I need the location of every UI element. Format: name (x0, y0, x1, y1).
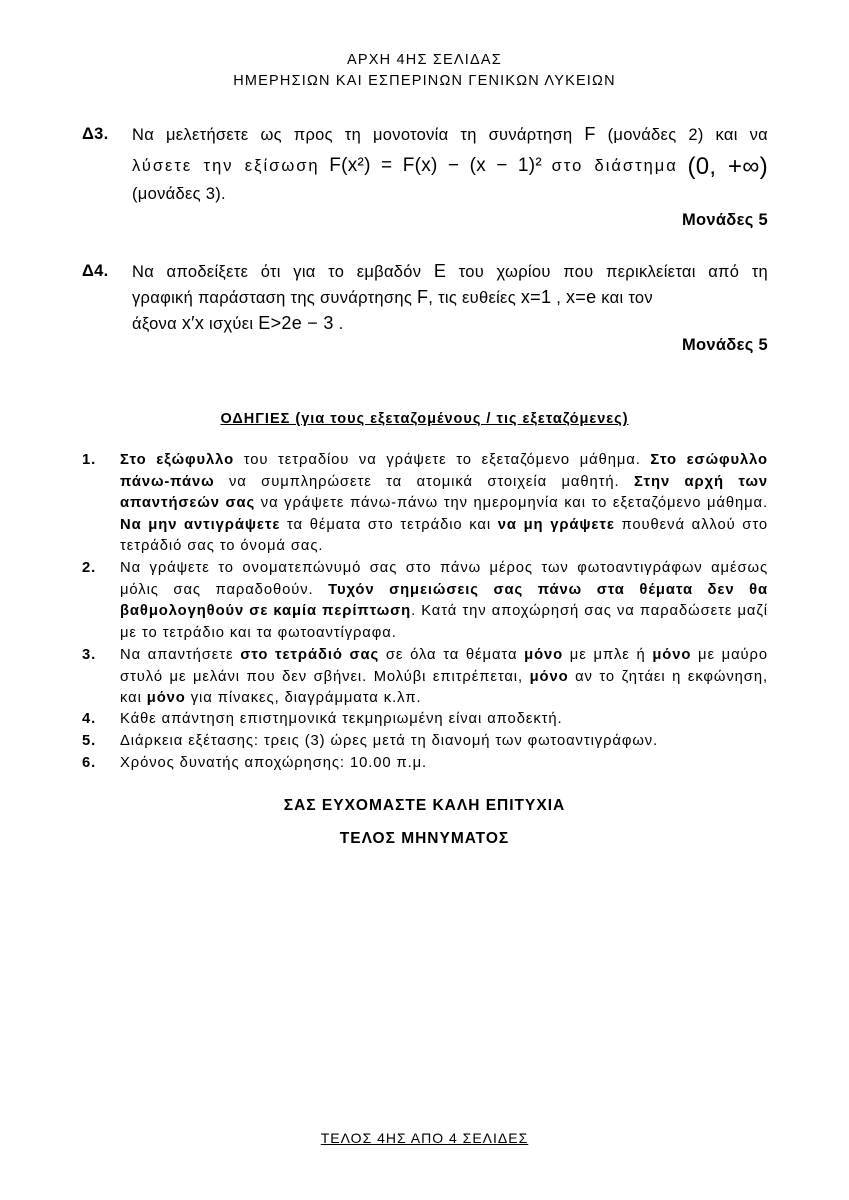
text-segment: Να απαντήσετε (120, 647, 241, 663)
bold-text: μόνο (529, 668, 569, 685)
instruction-number: 6. (82, 755, 97, 771)
math-symbol: x′x (181, 313, 205, 333)
math-expression: x=1 (520, 287, 552, 307)
interval: (0, +∞) (687, 153, 769, 180)
text-segment: γραφική παράσταση της συνάρτησης (132, 289, 413, 307)
page-footer: ΤΕΛΟΣ 4ΗΣ ΑΠΟ 4 ΣΕΛΙΔΕΣ (320, 1130, 529, 1146)
problem-number: Δ3. (82, 125, 109, 143)
text-segment: . Κατά την αποχώρησή σας να παραδώσετε μαζί με το τετράδιο και τα φωτοαντίγραφα. (120, 603, 768, 641)
text-segment: πουθενά αλλού στο τετράδιό σας το όνομά σας. (120, 516, 768, 555)
text-segment: Να μελετήσετε ως προς τη μονοτονία τη συνάρτηση (132, 126, 573, 144)
math-expression: E>2e − 3 (258, 313, 334, 333)
problem-text (132, 122, 768, 207)
closing-wish: ΣΑΣ ΕΥΧΟΜΑΣΤΕ ΚΑΛΗ ΕΠΙΤΥΧΙΑ (283, 797, 566, 814)
text-segment: , τις ευθείες (428, 289, 516, 307)
instruction-number: 5. (82, 733, 97, 749)
text-segment: (μονάδες 2) και να (607, 126, 768, 144)
problem-text (132, 259, 768, 337)
text-segment: να συμπληρώσετε τα ατομικά στοιχεία μαθητή. (214, 473, 634, 490)
instruction-text: Χρόνος δυνατής αποχώρησης: 10.00 π.μ. (120, 755, 428, 771)
instruction-number: 1. (82, 452, 97, 468)
problem-line (132, 150, 768, 182)
bold-text: Στο εξώφυλλο (120, 452, 235, 468)
text-segment: Να γράψετε το ονοματεπώνυμό σας στο πάνω μέρος των φωτοαντιγράφων αμέσως μόλις σας παραδοθούν. (120, 560, 768, 598)
problem-line: άξονα x′x ισχύει E>2e − 3 . (132, 313, 344, 333)
bold-text: Στο εσώφυλλο πάνω-πάνω (120, 452, 768, 490)
bold-text: να μη γράψετε (497, 516, 615, 533)
page-header-line1: ΑΡΧΗ 4ΗΣ ΣΕΛΙΔΑΣ (347, 52, 502, 68)
points-label: Μονάδες 5 (681, 211, 768, 229)
text-segment: αν το ζητάει η εκφώνηση, και (120, 668, 768, 707)
text-segment: σε όλα τα θέματα (379, 647, 525, 663)
problem-d4 (82, 259, 768, 359)
bold-text: μόνο (146, 690, 186, 707)
instruction-number: 2. (82, 560, 97, 576)
end-of-message: ΤΕΛΟΣ ΜΗΝΥΜΑΤΟΣ (339, 830, 510, 847)
text-segment: στο διάστημα (551, 157, 678, 175)
equation: F(x²) = F(x) − (x − 1)² (329, 155, 543, 176)
text-segment: με μπλε ή (563, 647, 653, 663)
instruction-text (120, 645, 768, 710)
text-segment: άξονα (132, 315, 177, 333)
problem-number: Δ4. (82, 262, 109, 280)
text-segment: και τον (601, 289, 653, 307)
bold-text: Να μην αντιγράψετε (120, 516, 281, 533)
text-segment: για πίνακες, διαγράμματα κ.λπ. (185, 690, 422, 707)
instruction-text (120, 450, 768, 558)
bold-text: μόνο (652, 647, 692, 663)
instruction-text: Διάρκεια εξέτασης: τρεις (3) ώρες μετά τη διανομή των φωτοαντιγράφων. (120, 733, 659, 749)
text-segment: Να αποδείξετε ότι για το εμβαδόν (132, 263, 422, 281)
text-segment: λύσετε την εξίσωση (132, 157, 320, 175)
instruction-number: 3. (82, 647, 97, 663)
math-symbol: F (417, 287, 429, 307)
bold-text: Στην αρχή των απαντήσεών σας (120, 473, 768, 512)
instruction-text: Κάθε απάντηση επιστημονικά τεκμηριωμένη είναι αποδεκτή. (120, 711, 563, 727)
page-header-line2: ΗΜΕΡΗΣΙΩΝ ΚΑΙ ΕΣΠΕΡΙΝΩΝ ΓΕΝΙΚΩΝ ΛΥΚΕΙΩΝ (233, 73, 616, 89)
text-segment: τα θέματα στο τετράδιο και (280, 516, 498, 533)
instruction-number: 4. (82, 711, 97, 727)
text-segment: του χωρίου που περικλείεται από τη (458, 263, 769, 281)
text-segment: (μονάδες 3). (132, 185, 226, 203)
bold-text: Τυχόν σημειώσεις σας πάνω στα θέματα δεν θα βαθμολογηθούν σε καμία περίπτωση (120, 581, 769, 620)
instructions-title: ΟΔΗΓΙΕΣ (για τους εξεταζομένους / τις εξεταζόμενες) (220, 411, 629, 427)
math-expression: x=e (565, 287, 597, 307)
problem-line (132, 182, 768, 207)
math-symbol: F (584, 124, 596, 144)
problem-line (132, 259, 768, 285)
problem-line (132, 122, 768, 150)
instruction-text (120, 558, 768, 644)
text-segment: να γράψετε πάνω-πάνω την ημερομηνία και το εξεταζόμενο μάθημα. (255, 495, 768, 512)
problem-line: γραφική παράσταση της συνάρτησης F, τις ευθείες x=1 , x=e και τον (132, 287, 653, 307)
bold-text: στο τετράδιό σας (240, 647, 380, 663)
text-segment: ισχύει (209, 315, 254, 333)
text-segment: με μαύρο στυλό με μελάνι που δεν σβήνει. Μολύβι επιτρέπεται, (120, 647, 768, 685)
points-label: Μονάδες 5 (681, 336, 768, 354)
bold-text: μόνο (524, 647, 564, 663)
text-segment: του τετραδίου να γράψετε το εξεταζόμενο μάθημα. (234, 452, 651, 468)
problem-d3 (82, 122, 768, 232)
math-symbol: E (433, 261, 447, 281)
